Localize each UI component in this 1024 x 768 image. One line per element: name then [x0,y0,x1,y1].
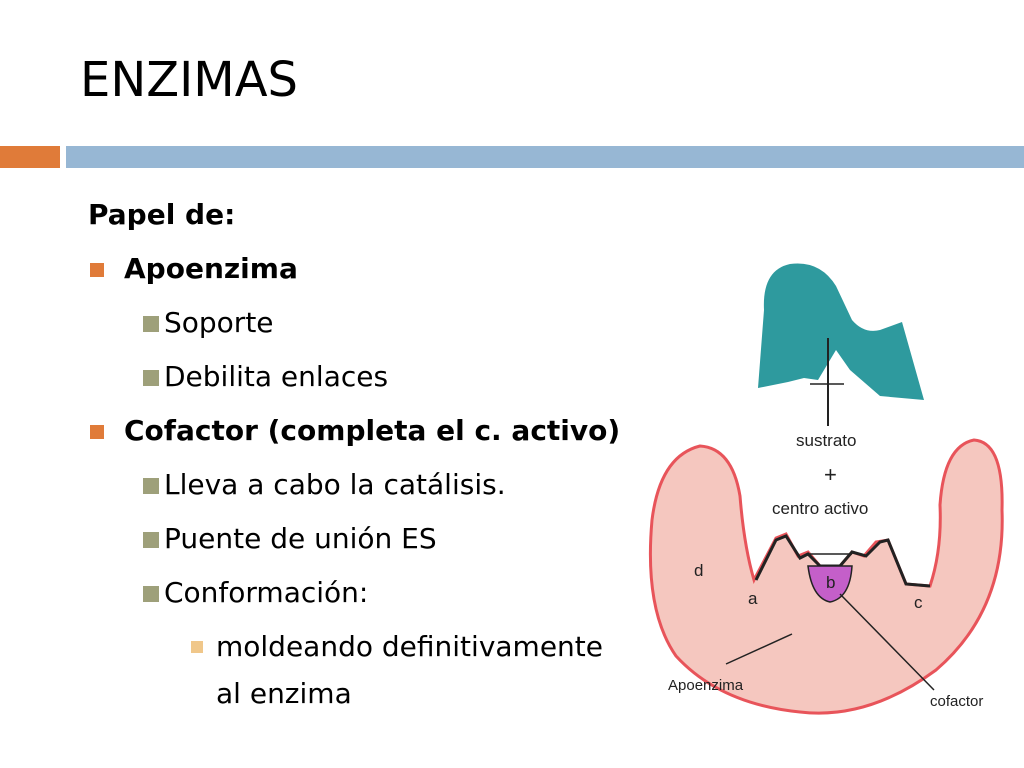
bullet-icon [143,532,159,548]
subsub-line2: al enzima [216,677,352,710]
subsub-line1: moldeando definitivamente [216,630,603,663]
intro-text: Papel de: [88,198,236,231]
label-centro-activo: centro activo [772,499,869,518]
bullet-icon [90,263,104,277]
subitem-debilita: Debilita enlaces [164,360,389,393]
slide-title: ENZIMAS [80,52,298,108]
subitem-conformacion: Conformación: [164,576,369,609]
item-apoenzima: Apoenzima [124,252,298,285]
substrate-shape [758,263,924,400]
label-apoenzima: Apoenzima [668,677,744,694]
item-cofactor: Cofactor (completa el c. activo) [124,414,621,447]
enzyme-diagram [640,250,1024,720]
subitem-catalisis: Lleva a cabo la catálisis. [164,468,506,501]
label-d: d [694,561,704,580]
bullet-icon [191,641,203,653]
label-plus: + [824,462,837,487]
header-accent-blue [66,146,1024,168]
header-accent-orange [0,146,60,168]
label-a: a [748,589,758,608]
bullet-icon [143,316,159,332]
bullet-icon [90,425,104,439]
bullet-icon [143,586,159,602]
subitem-soporte: Soporte [164,306,274,339]
label-cofactor: cofactor [930,693,984,710]
label-c: c [914,593,923,612]
bullet-icon [143,370,159,386]
subitem-puente: Puente de unión ES [164,522,437,555]
label-sustrato: sustrato [796,431,857,450]
bullet-icon [143,478,159,494]
label-b: b [826,573,836,592]
